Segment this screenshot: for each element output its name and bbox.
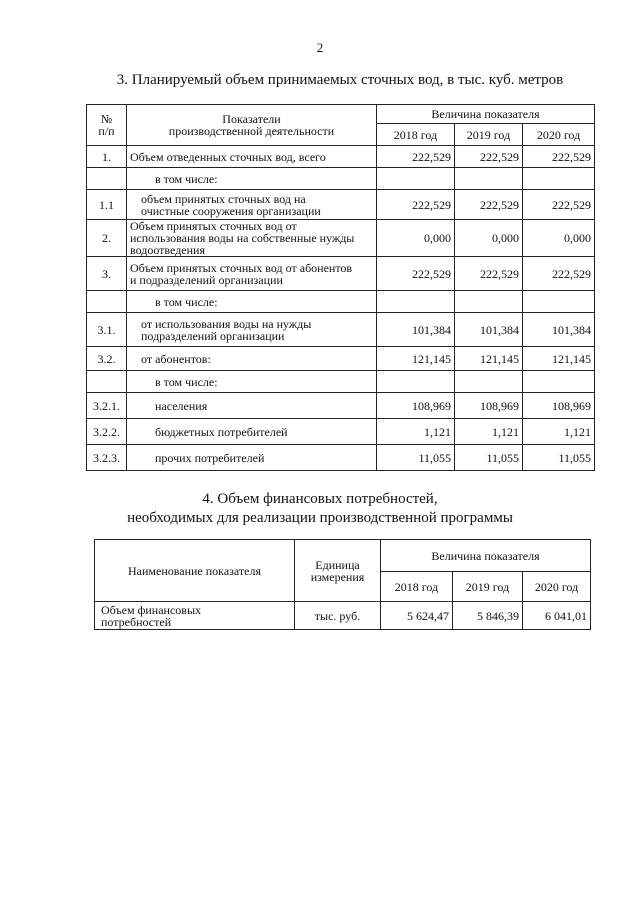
row-value-2019 — [455, 291, 523, 313]
row-value-2020: 0,000 — [523, 220, 595, 257]
page-number: 2 — [316, 40, 324, 55]
row-label — [127, 419, 377, 445]
row-label — [127, 371, 377, 393]
row-label-line: Объем принятых сточных вод от абонентов — [130, 260, 353, 275]
row-label — [127, 291, 377, 313]
row-number — [87, 168, 127, 190]
row-label-line: в том числе: — [155, 374, 218, 389]
row-value-2020: 11,055 — [523, 445, 595, 471]
row-value-2019: 101,384 — [455, 313, 523, 347]
row-value-2018: 0,000 — [377, 220, 455, 257]
financial-needs-table — [94, 539, 591, 630]
table-row — [87, 445, 595, 471]
row-number: 3.2.2. — [87, 419, 127, 445]
row-label — [127, 393, 377, 419]
header-year-2018: 2018 год — [381, 572, 453, 602]
row-value-2020: 6 041,01 — [523, 602, 591, 630]
row-value-2018: 5 624,47 — [381, 602, 453, 630]
table-row — [87, 419, 595, 445]
row-label — [127, 347, 377, 371]
header-name: Наименование показателя — [95, 540, 295, 602]
table-row — [87, 257, 595, 291]
row-value-2019: 1,121 — [455, 419, 523, 445]
row-value-2018 — [377, 168, 455, 190]
row-value-2020: 222,529 — [523, 257, 595, 291]
row-label-line: прочих потребителей — [155, 450, 265, 465]
table-row — [87, 393, 595, 419]
row-value-2020 — [523, 371, 595, 393]
row-value-2019: 5 846,39 — [453, 602, 523, 630]
row-label-line: использования воды на собственные нужды — [130, 231, 355, 245]
row-number: 3. — [87, 257, 127, 291]
section4-title: 4. Объем финансовых потребностей, необходимых для реализации производственной программы — [127, 491, 513, 526]
table-row — [87, 168, 595, 190]
row-number: 1. — [87, 146, 127, 168]
row-value-2019 — [455, 168, 523, 190]
row-number — [87, 371, 127, 393]
row-value-2020 — [523, 291, 595, 313]
header-indicators: Показатели производственной деятельности — [127, 105, 377, 146]
row-label-line: в том числе: — [155, 171, 218, 186]
row-value-2019: 222,529 — [455, 257, 523, 291]
row-label — [127, 257, 377, 291]
row-number: 3.2.3. — [87, 445, 127, 471]
row-label-line: Объем принятых сточных вод от — [130, 219, 297, 233]
header-unit: Единица измерения — [295, 540, 381, 602]
row-label — [127, 190, 377, 220]
table-row — [87, 190, 595, 220]
row-number: 3.2. — [87, 347, 127, 371]
table-row — [95, 602, 591, 630]
row-label — [127, 313, 377, 347]
row-value-2018: 121,145 — [377, 347, 455, 371]
section3-title: 3. Планируемый объем принимаемых сточных вод, в тыс. куб. метров — [116, 72, 564, 88]
row-value-2020 — [523, 168, 595, 190]
row-value-2018: 11,055 — [377, 445, 455, 471]
row-number: 1.1 — [87, 190, 127, 220]
header-year-2019: 2019 год — [455, 124, 523, 146]
row-value-2019: 121,145 — [455, 347, 523, 371]
row-value-2019: 222,529 — [455, 190, 523, 220]
row-name: Объем финансовых потребностей — [95, 602, 295, 630]
row-value-2020: 222,529 — [523, 190, 595, 220]
row-value-2018: 101,384 — [377, 313, 455, 347]
row-number: 3.2.1. — [87, 393, 127, 419]
row-value-2018: 108,969 — [377, 393, 455, 419]
header-value-group: Величина показателя — [377, 105, 595, 124]
table-row — [87, 347, 595, 371]
row-label — [127, 168, 377, 190]
row-value-2018 — [377, 371, 455, 393]
table-row — [87, 220, 595, 257]
row-label-line: Объем отведенных сточных вод, всего — [130, 149, 326, 164]
row-value-2020: 108,969 — [523, 393, 595, 419]
row-value-2020: 121,145 — [523, 347, 595, 371]
row-value-2019: 11,055 — [455, 445, 523, 471]
header-year-2020: 2020 год — [523, 124, 595, 146]
header-year-2018: 2018 год — [377, 124, 455, 146]
header-num: № п/п — [87, 105, 127, 146]
header-value-group: Величина показателя — [381, 540, 591, 572]
row-value-2020: 1,121 — [523, 419, 595, 445]
row-label-line: от использования воды на нужды — [141, 316, 312, 331]
wastewater-volume-table — [86, 104, 595, 471]
row-value-2018: 1,121 — [377, 419, 455, 445]
header-year-2019: 2019 год — [453, 572, 523, 602]
row-label — [127, 220, 377, 257]
table-row — [87, 146, 595, 168]
row-label-line: очистные сооружения организации — [141, 203, 321, 218]
row-value-2018 — [377, 291, 455, 313]
row-label-line: подразделений организации — [141, 328, 285, 343]
row-value-2018: 222,529 — [377, 146, 455, 168]
row-label-line: в том числе: — [155, 294, 218, 309]
row-unit: тыс. руб. — [295, 602, 381, 630]
row-label-line: бюджетных потребителей — [155, 424, 288, 439]
row-number — [87, 291, 127, 313]
row-label-line: населения — [155, 398, 208, 413]
row-value-2018: 222,529 — [377, 190, 455, 220]
row-label-line: водоотведения — [130, 243, 205, 257]
row-label-line: объем принятых сточных вод на — [141, 191, 306, 206]
row-value-2020: 222,529 — [523, 146, 595, 168]
row-value-2019: 222,529 — [455, 146, 523, 168]
row-label-line: и подразделений организации — [130, 272, 283, 287]
row-label — [127, 146, 377, 168]
row-value-2019 — [455, 371, 523, 393]
table-row — [87, 291, 595, 313]
row-value-2020: 101,384 — [523, 313, 595, 347]
row-value-2019: 0,000 — [455, 220, 523, 257]
table-row — [87, 313, 595, 347]
header-year-2020: 2020 год — [523, 572, 591, 602]
row-number: 2. — [87, 220, 127, 257]
row-number: 3.1. — [87, 313, 127, 347]
row-label-line: от абонентов: — [141, 351, 211, 366]
table-row — [87, 371, 595, 393]
row-label — [127, 445, 377, 471]
row-value-2018: 222,529 — [377, 257, 455, 291]
row-value-2019: 108,969 — [455, 393, 523, 419]
